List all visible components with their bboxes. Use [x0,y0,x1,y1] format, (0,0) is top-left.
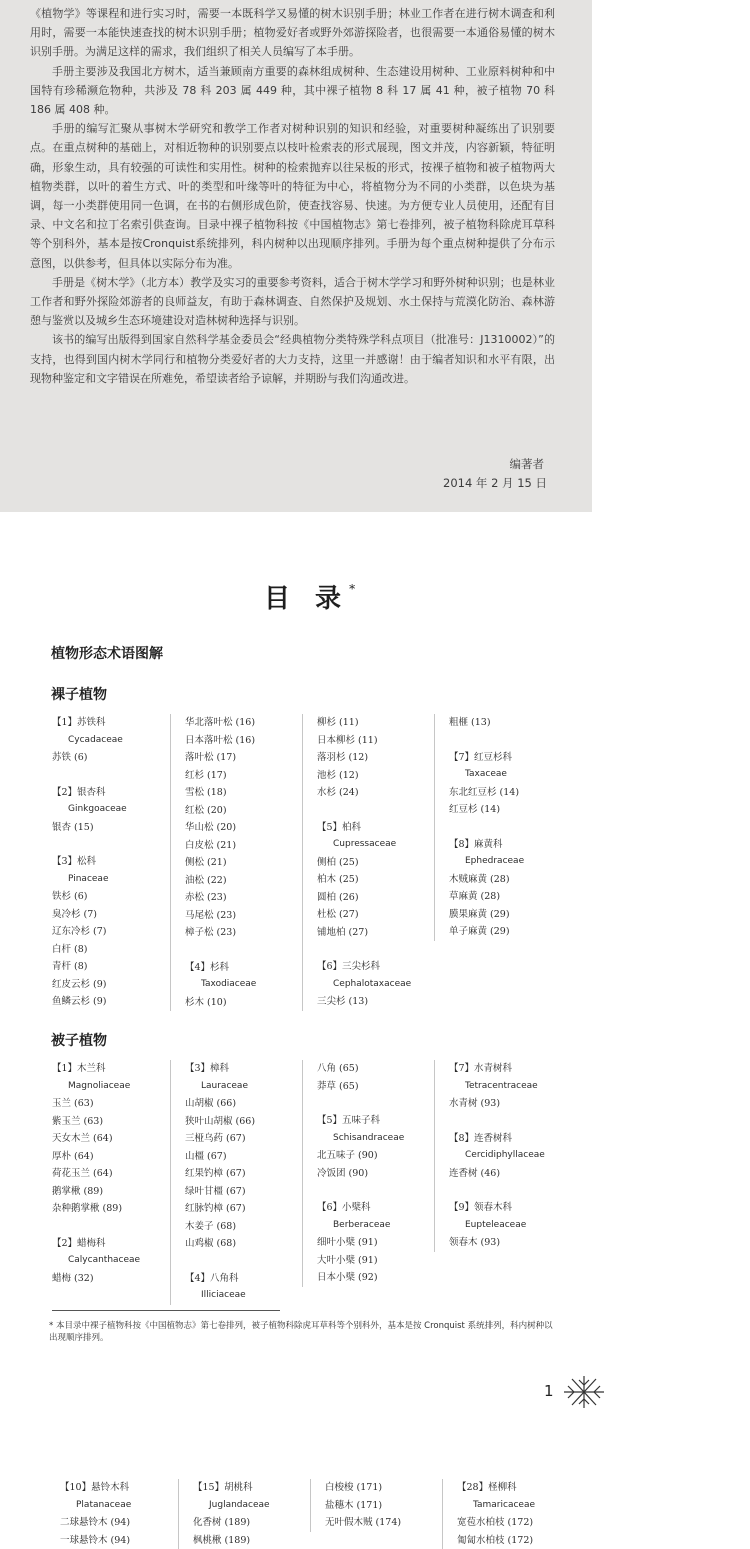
angio-column-2 [170,1060,303,1305]
spacer [317,1095,435,1112]
family-heading: 【15】胡桃科 [193,1479,311,1497]
next-column-1 [60,1479,178,1549]
species-entry: 玉兰 (63) [52,1095,170,1113]
species-entry: 雪松 (18) [185,784,303,802]
species-entry: 鹅掌楸 (89) [52,1183,170,1201]
species-entry: 红皮云杉 (9) [52,976,170,994]
species-entry: 油松 (22) [185,872,303,890]
species-entry: 华山松 (20) [185,819,303,837]
species-entry: 红豆杉 (14) [449,801,567,819]
family-heading: 【28】柽柳科 [457,1479,575,1497]
family-latin-name: Cupressaceae [317,836,435,854]
species-entry: 狭叶山胡椒 (66) [185,1113,303,1131]
species-entry: 紫玉兰 (63) [52,1113,170,1131]
spacer [449,1182,567,1199]
toc-terms-heading: 植物形态术语图解 [51,643,163,663]
spacer [52,1218,170,1235]
species-entry: 杉木 (10) [185,994,303,1012]
family-heading: 【7】水青树科 [449,1060,567,1078]
species-entry: 粗榧 (13) [449,714,567,732]
species-entry: 化香树 (189) [193,1514,311,1532]
species-entry: 杜松 (27) [317,906,435,924]
spacer [52,836,170,853]
species-entry: 大叶小檗 (91) [317,1252,435,1270]
family-latin-name: Cephalotaxaceae [317,976,435,994]
family-latin-name: Ephedraceae [449,853,567,871]
preface-author: 编著者 [417,456,544,472]
family-latin-name: Juglandaceae [193,1497,311,1515]
species-entry: 白梭梭 (171) [325,1479,443,1497]
family-latin-name: Calycanthaceae [52,1252,170,1270]
species-entry: 膜果麻黄 (29) [449,906,567,924]
toc-title-mark: * [349,582,355,596]
spacer [449,1113,567,1130]
species-entry: 领春木 (93) [449,1234,567,1252]
species-entry: 赤松 (23) [185,889,303,907]
toc-title [264,578,355,615]
species-entry: 银杏 (15) [52,819,170,837]
species-entry: 冷饭团 (90) [317,1165,435,1183]
species-entry: 天女木兰 (64) [52,1130,170,1148]
preface-paragraph: 《植物学》等课程和进行实习时，需要一本既科学又易懂的树木识别手册；林业工作者在进行树木调查和利用时，需要一本能快速查找的树木识别手册；植物爱好者或野外郊游探险者，也很需要一本通俗易懂的树木识别手册。为满足这样的需求，我们组织了相关人员编写了本手册。 [30,4,555,62]
species-entry: 莽草 (65) [317,1078,435,1096]
species-entry: 柏木 (25) [317,871,435,889]
family-latin-name: Platanaceae [60,1497,178,1515]
gymno-column-1 [52,714,170,1011]
spacer [317,1182,435,1199]
family-heading: 【4】八角科 [185,1270,303,1288]
species-entry: 木姜子 (68) [185,1218,303,1236]
family-latin-name: Cercidiphyllaceae [449,1147,567,1165]
species-entry: 山胡椒 (66) [185,1095,303,1113]
family-latin-name: Tetracentraceae [449,1078,567,1096]
species-entry: 柳杉 (11) [317,714,435,732]
species-entry: 侧柏 (25) [317,854,435,872]
toc-angio-heading: 被子植物 [51,1030,107,1050]
angio-column-1 [52,1060,170,1287]
family-heading: 【9】领春木科 [449,1199,567,1217]
family-latin-name: Tamaricaceae [457,1497,575,1515]
species-entry: 落羽杉 (12) [317,749,435,767]
family-heading: 【3】樟科 [185,1060,303,1078]
family-heading: 【5】柏科 [317,819,435,837]
preface-paragraph: 手册主要涉及我国北方树木，适当兼顾南方重要的森林组成树种、生态建设用树种、工业原料树种和中国特有珍稀濒危物种，共涉及 78 科 203 属 449 种，其中裸子植物 8 科 17 属 41 种，被子植物 70 科 186 属 408 种。 [30,62,555,120]
species-entry: 池杉 (12) [317,767,435,785]
spacer [317,941,435,958]
species-entry: 落叶松 (17) [185,749,303,767]
species-entry: 木贼麻黄 (28) [449,871,567,889]
species-entry: 铁杉 (6) [52,888,170,906]
family-heading: 【1】木兰科 [52,1060,170,1078]
footnote: * 本目录中裸子植物科按《中国植物志》第七卷排列，被子植物科除虎耳草科等个别科外，基本是按 Cronquist 系统排列，科内树种以出现顺序排列。 [49,1320,559,1344]
species-entry: 八角 (65) [317,1060,435,1078]
family-latin-name: Ginkgoaceae [52,801,170,819]
preface-paragraph: 手册是《树木学》（北方本）教学及实习的重要参考资料，适合于树木学学习和野外树种识别；也是林业工作者和野外探险郊游者的良师益友，有助于森林调查、自然保护及规划、水土保持与荒漠化防治、森林游憩与鉴赏以及城乡生态环境建设对造林树种选择与识别。 [30,273,555,331]
family-heading: 【5】五味子科 [317,1112,435,1130]
species-entry: 东北红豆杉 (14) [449,784,567,802]
species-entry: 单子麻黄 (29) [449,923,567,941]
family-heading: 【8】麻黄科 [449,836,567,854]
family-latin-name: Lauraceae [185,1078,303,1096]
family-latin-name: Taxodiaceae [185,976,303,994]
species-entry: 马尾松 (23) [185,907,303,925]
species-entry: 樟子松 (23) [185,924,303,942]
family-latin-name: Schisandraceae [317,1130,435,1148]
family-heading: 【6】小檗科 [317,1199,435,1217]
family-latin-name: Pinaceae [52,871,170,889]
family-heading: 【10】悬铃木科 [60,1479,178,1497]
spacer [317,802,435,819]
toc-gymno-heading: 裸子植物 [51,684,107,704]
species-entry: 蜡梅 (32) [52,1270,170,1288]
species-entry: 白杆 (8) [52,941,170,959]
spacer [449,819,567,836]
species-entry: 绿叶甘橿 (67) [185,1183,303,1201]
family-latin-name: Cycadaceae [52,732,170,750]
species-entry: 鱼鳞云杉 (9) [52,993,170,1011]
footnote-rule [52,1310,280,1311]
species-entry: 红果钓樟 (67) [185,1165,303,1183]
species-entry: 日本柳杉 (11) [317,732,435,750]
species-entry: 宽苞水柏枝 (172) [457,1514,575,1532]
species-entry: 连香树 (46) [449,1165,567,1183]
next-column-3 [310,1479,443,1532]
species-entry: 红松 (20) [185,802,303,820]
snowflake-ornament-icon [560,1374,608,1410]
species-entry: 一球悬铃木 (94) [60,1532,178,1549]
next-column-2 [178,1479,311,1549]
species-entry: 圆柏 (26) [317,889,435,907]
family-latin-name: Berberaceae [317,1217,435,1235]
species-entry: 日本小檗 (92) [317,1269,435,1287]
species-entry: 盐穗木 (171) [325,1497,443,1515]
family-heading: 【2】蜡梅科 [52,1235,170,1253]
species-entry: 苏铁 (6) [52,749,170,767]
spacer [185,1253,303,1270]
species-entry: 三尖杉 (13) [317,993,435,1011]
species-entry: 山橿 (67) [185,1148,303,1166]
gymno-column-3 [302,714,435,1011]
page-number: 1 [544,1382,554,1400]
family-latin-name: Taxaceae [449,766,567,784]
species-entry: 细叶小檗 (91) [317,1234,435,1252]
toc-title-text: 目 录 [264,584,349,614]
species-entry: 白皮松 (21) [185,837,303,855]
family-latin-name: Magnoliaceae [52,1078,170,1096]
family-latin-name: Illiciaceae [185,1287,303,1305]
species-entry: 红脉钓樟 (67) [185,1200,303,1218]
species-entry: 红杉 (17) [185,767,303,785]
preface-paragraph: 手册的编写汇聚从事树木学研究和教学工作者对树种识别的知识和经验，对重要树种凝练出了识别要点。在重点树种的基础上，对相近物种的识别要点以枝叶检索表的形式展现，图文并茂，内容新颖，特征明确，形象生动，具有较强的可读性和实用性。树种的检索抛弃以往呆板的形式，按裸子植物和被子植物两大植物类群，以叶的着生方式、叶的类型和叶缘等叶的特征为中心，将植物分为不同的小类群，以色块为基调，每一小类群使用同一色调，在书的右侧形成色阶，使查找容易、快速。为方便专业人员使用，还配有目录、中文名和拉丁名索引供查询。目录中裸子植物科按《中国植物志》第七卷排列，被子植物科除虎耳草科等个别科外，基本是按Cronquist系统排列，科内树种以出现顺序排列。手册为每个重点树种提供了分布示意图，以供参考，但具体以实际分布为准。 [30,119,555,273]
species-entry: 山鸡椒 (68) [185,1235,303,1253]
species-entry: 臭冷杉 (7) [52,906,170,924]
species-entry: 日本落叶松 (16) [185,732,303,750]
family-heading: 【4】杉科 [185,959,303,977]
species-entry: 杂种鹅掌楸 (89) [52,1200,170,1218]
spacer [449,732,567,749]
family-heading: 【2】银杏科 [52,784,170,802]
species-entry: 辽东冷杉 (7) [52,923,170,941]
gymno-column-4 [434,714,567,941]
species-entry: 青杆 (8) [52,958,170,976]
family-heading: 【7】红豆杉科 [449,749,567,767]
spacer [52,767,170,784]
family-latin-name: Eupteleaceae [449,1217,567,1235]
species-entry: 铺地柏 (27) [317,924,435,942]
species-entry: 无叶假木贼 (174) [325,1514,443,1532]
species-entry: 枫桃楸 (189) [193,1532,311,1549]
angio-column-3 [302,1060,435,1287]
family-heading: 【8】连香树科 [449,1130,567,1148]
species-entry: 荷花玉兰 (64) [52,1165,170,1183]
species-entry: 北五味子 (90) [317,1147,435,1165]
preface-page [0,0,592,512]
angio-column-4 [434,1060,567,1252]
family-heading: 【6】三尖杉科 [317,958,435,976]
species-entry: 二球悬铃木 (94) [60,1514,178,1532]
species-entry: 华北落叶松 (16) [185,714,303,732]
preface-paragraph: 该书的编写出版得到国家自然科学基金委员会“经典植物分类特殊学科点项目（批准号：J1310002）”的支持，也得到国内树木学同行和植物分类爱好者的大力支持，这里一并感谢！由于编者知识和水平有限，出现物种鉴定和文字错误在所难免，希望读者给予谅解，并期盼与我们沟通改进。 [30,330,555,388]
gymno-column-2 [170,714,303,1011]
species-entry: 水青树 (93) [449,1095,567,1113]
preface-body [30,4,555,388]
preface-date: 2014 年 2 月 15 日 [420,475,547,491]
species-entry: 侧松 (21) [185,854,303,872]
family-heading: 【1】苏铁科 [52,714,170,732]
family-heading: 【3】松科 [52,853,170,871]
species-entry: 草麻黄 (28) [449,888,567,906]
species-entry: 三桠乌药 (67) [185,1130,303,1148]
spacer [185,942,303,959]
next-column-4 [442,1479,575,1549]
species-entry: 匍匐水柏枝 (172) [457,1532,575,1549]
species-entry: 水杉 (24) [317,784,435,802]
species-entry: 厚朴 (64) [52,1148,170,1166]
